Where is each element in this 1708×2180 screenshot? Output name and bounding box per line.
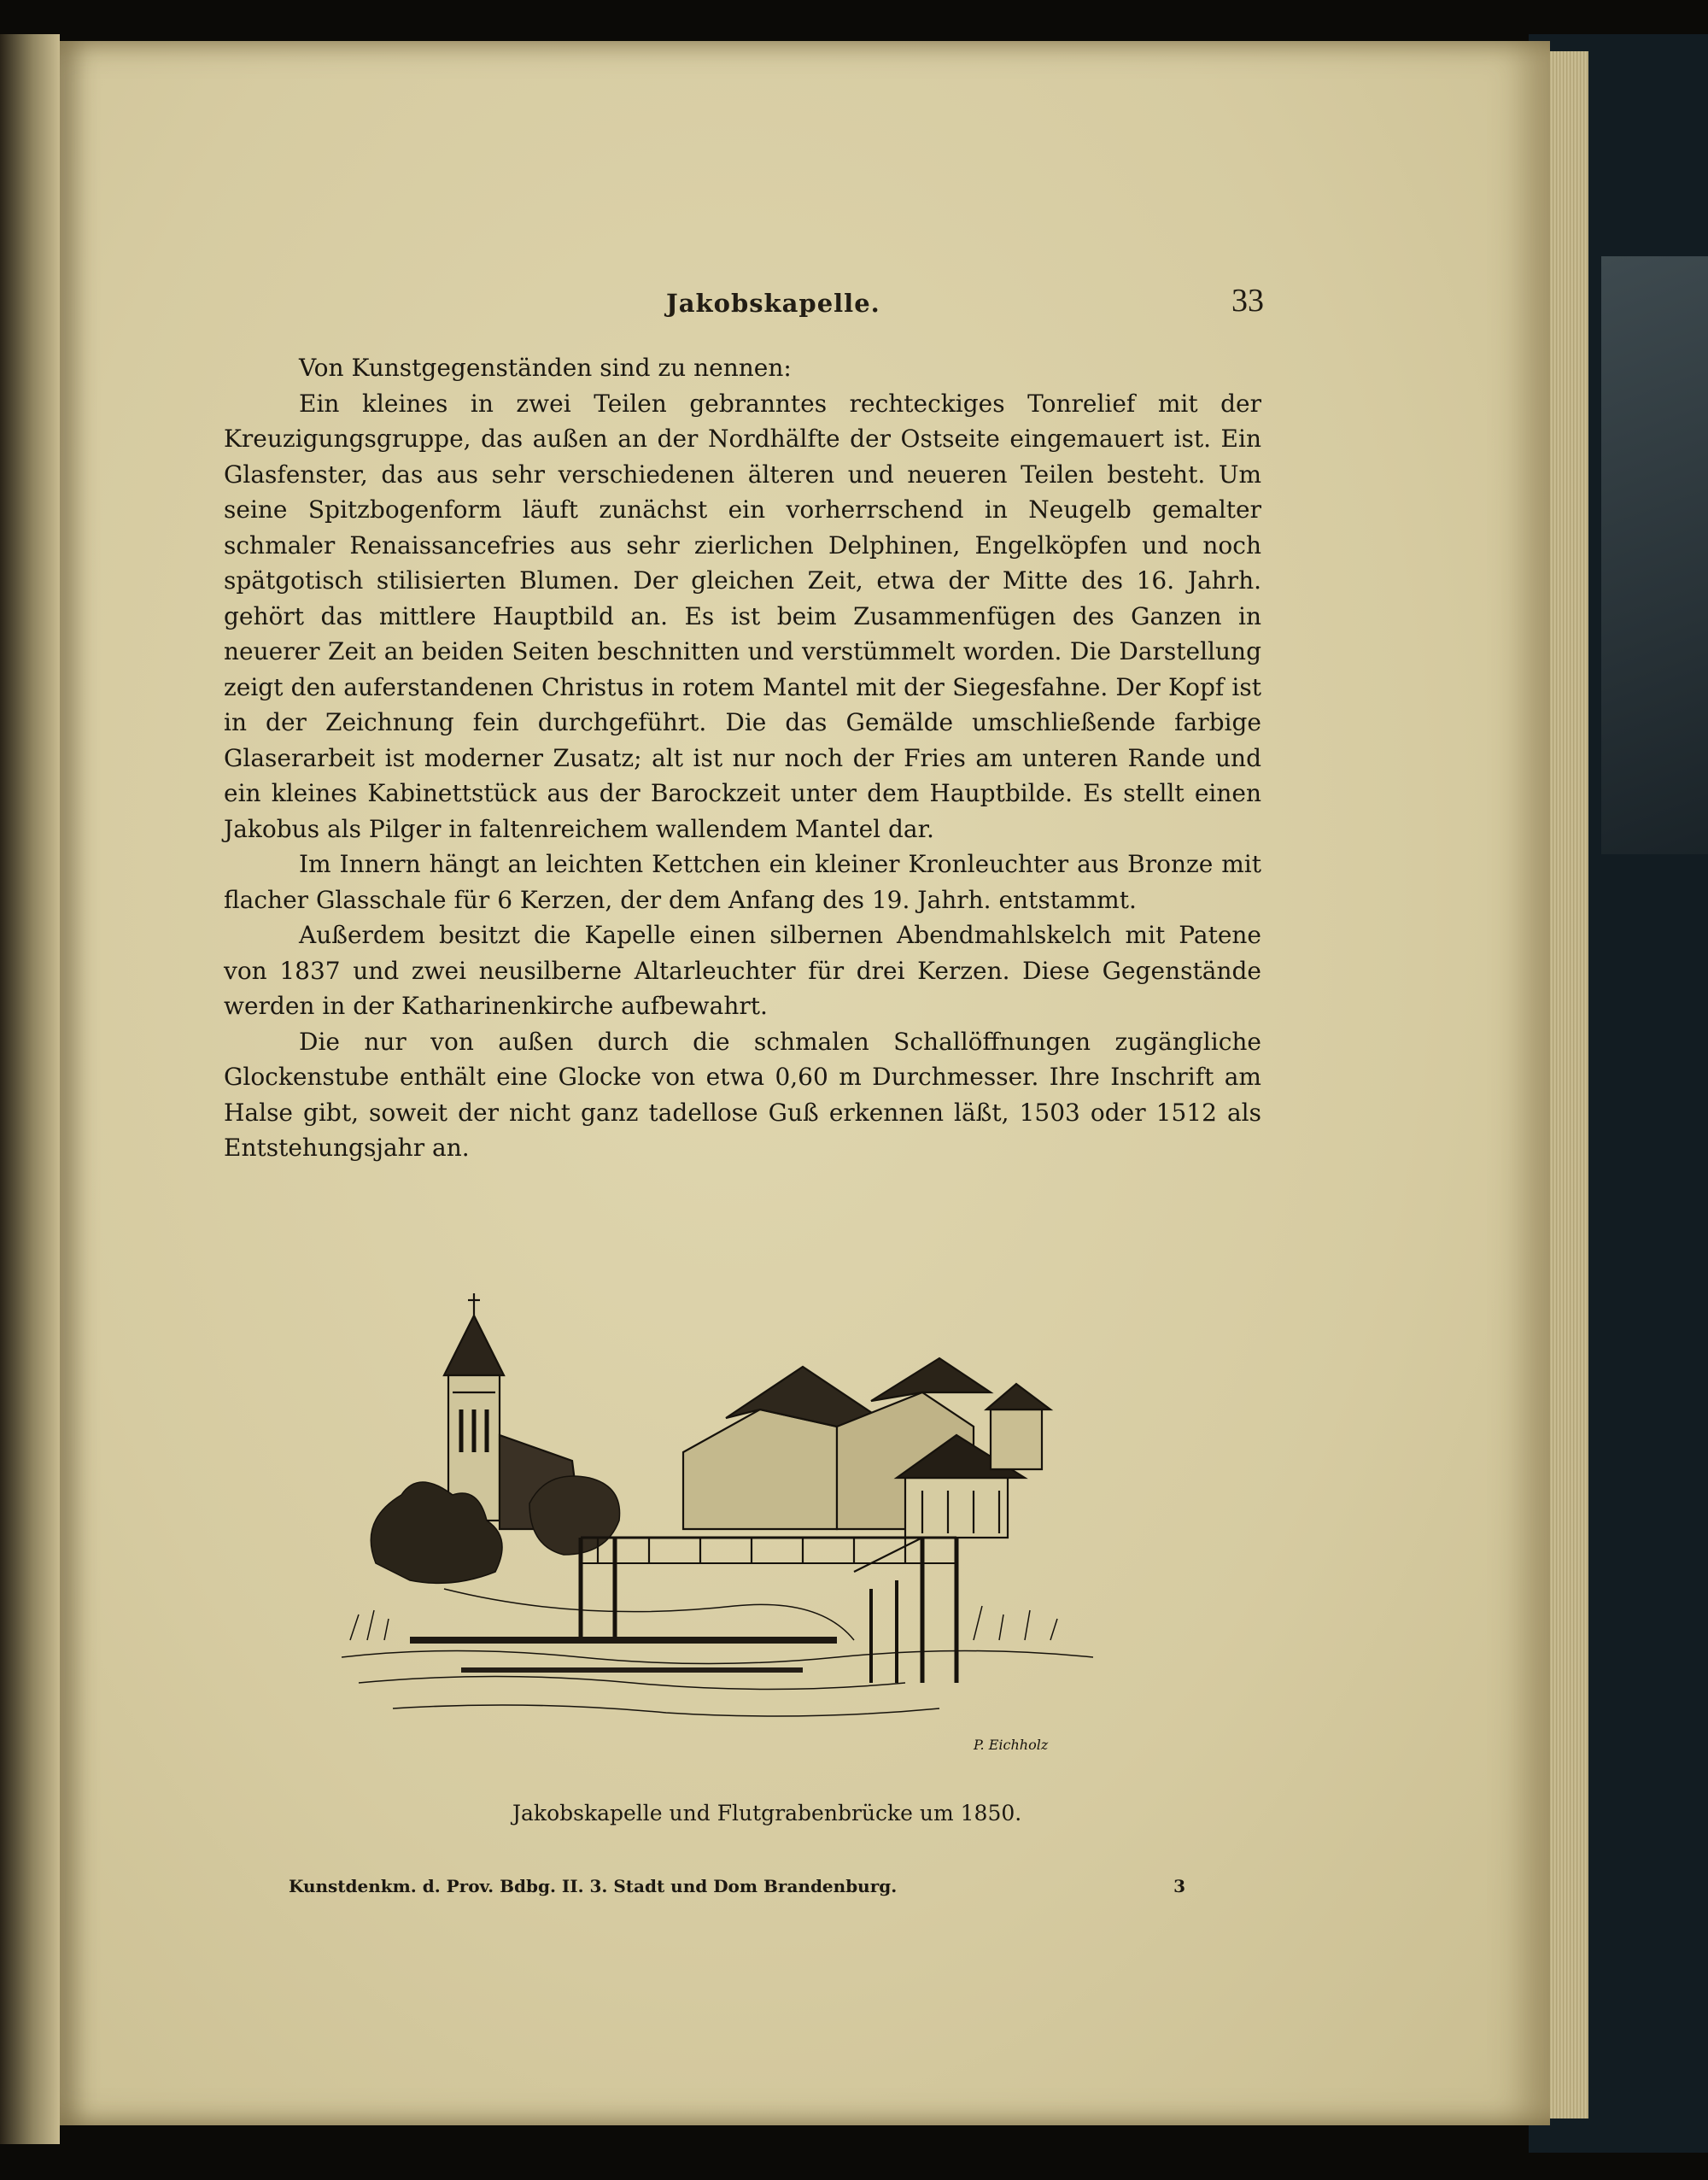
- signature-mark: 3: [1173, 1876, 1185, 1896]
- cover-corner: [1601, 256, 1708, 854]
- running-title: Jakobskapelle.: [666, 289, 880, 318]
- engraving-drawing: [325, 1281, 1144, 1794]
- paragraph-kronleuchter: Im Innern hängt an leichten Kettchen ein kleiner Kronleuchter aus Bronze mit flacher Glasschale für 6 Kerzen, der dem Anfang des 19. Jahrh. entstammt.: [224, 850, 1261, 914]
- paragraph-glocke: Die nur von außen durch die schmalen Schallöffnungen zugängliche Glockenstube enthält eine Glocke von etwa 0,60 m Durchmesser. Ihre Inschrift am Halse gibt, soweit der nicht ganz tadellose Guß erkennen läßt, 1503 oder 1512 als Entstehungsjahr an.: [224, 1027, 1261, 1162]
- artist-signature: P. Eichholz: [974, 1737, 1049, 1753]
- footer-reference: Kunstdenkm. d. Prov. Bdbg. II. 3. Stadt und Dom Brandenburg.: [289, 1876, 898, 1896]
- paragraph-abendmahlskelch: Außerdem besitzt die Kapelle einen silbernen Abendmahlskelch mit Patene von 1837 und zwei neusilberne Altarleuchter für drei Kerzen. Diese Gegenstände werden in der Katharinenkirche aufbewahrt.: [224, 921, 1261, 1020]
- page-edges: [1550, 51, 1588, 2118]
- paragraph-intro: Von Kunstgegenständen sind zu nennen:: [299, 354, 792, 382]
- figure-caption: Jakobskapelle und Flutgrabenbrücke um 1850.: [512, 1801, 1022, 1825]
- page-header: [222, 283, 1264, 331]
- paragraph-tonrelief: Ein kleines in zwei Teilen gebranntes rechteckiges Tonrelief mit der Kreuzigungsgruppe, das außen an der Nordhälfte der Ostseite eingemauert ist. Ein Glasfenster, das aus sehr verschiedenen älteren und neueren Teilen besteht. Um seine Spitzbogenform läuft zunächst ein vorherrschend in Neugelb gemalter schmaler Renaissancefries aus sehr zierlichen Delphinen, Engelköpfen und noch spätgotisch stilisierten Blumen. Der gleichen Zeit, etwa der Mitte des 16. Jahrh. gehört das mittlere Hauptbild an. Es ist beim Zusammenfügen des Ganzen in neuerer Zeit an beiden Seiten beschnitten und verstümmelt worden. Die Darstellung zeigt den auferstandenen Christus in rotem Mantel mit der Siegesfahne. Der Kopf ist in der Zeichnung fein durchgeführt. Die das Gemälde umschließende farbige Glaserarbeit ist moderner Zusatz; alt ist nur noch der Fries am unteren Rande und ein kleines Kabinettstück aus der Barockzeit unter dem Hauptbilde. Es stellt einen Jakobus als Pilger in faltenreichem wallendem Mantel dar.: [224, 389, 1261, 843]
- body-text: [224, 350, 1261, 1166]
- left-page-edge: [0, 34, 60, 2144]
- page-number: 33: [1231, 283, 1264, 319]
- illustration-jakobskapelle: [325, 1281, 1144, 1794]
- page-footer: [289, 1876, 1185, 1896]
